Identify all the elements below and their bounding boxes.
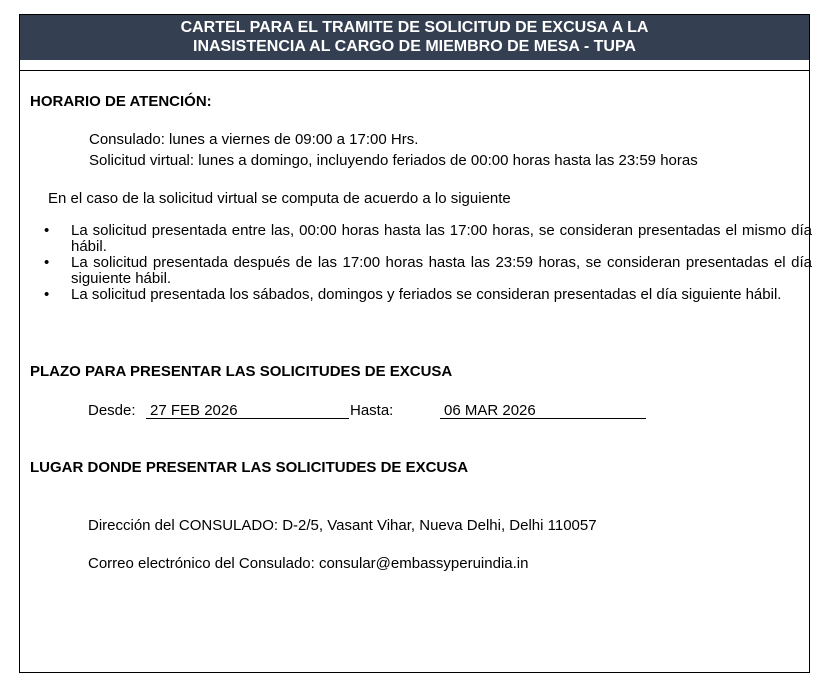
correo-consulado: Correo electrónico del Consulado: consular@embassyperuindia.in	[88, 555, 529, 572]
desde-field: 27 FEB 2026	[146, 402, 349, 419]
bullet-icon: •	[44, 222, 50, 239]
desde-label: Desde:	[88, 402, 136, 419]
poster-header	[20, 15, 809, 60]
plazo-heading: PLAZO PARA PRESENTAR LAS SOLICITUDES DE EXCUSA	[30, 363, 453, 380]
horario-consulado: Consulado: lunes a viernes de 09:00 a 17:00 Hrs.	[89, 131, 419, 148]
horario-bullet-list	[44, 223, 812, 303]
bullet-icon: •	[44, 254, 50, 271]
title-line-1: CARTEL PARA EL TRAMITE DE SOLICITUD DE EXCUSA A LA	[180, 19, 649, 36]
title-line-2: INASISTENCIA AL CARGO DE MIEMBRO DE MESA - TUPA	[193, 38, 636, 55]
poster-frame	[19, 14, 810, 673]
bullet-text: La solicitud presentada después de las 17:00 horas hasta las 23:59 horas, se consideran presentadas el día siguiente hábil.	[71, 254, 812, 287]
horario-heading: HORARIO DE ATENCIÓN:	[30, 93, 212, 110]
bullet-text: La solicitud presentada los sábados, domingos y feriados se consideran presentadas el día siguiente hábil.	[71, 286, 782, 303]
header-divider	[20, 70, 809, 71]
horario-intro: En el caso de la solicitud virtual se computa de acuerdo a lo siguiente	[48, 190, 511, 207]
bullet-icon: •	[44, 286, 50, 303]
hasta-field: 06 MAR 2026	[440, 402, 646, 419]
lugar-heading: LUGAR DONDE PRESENTAR LAS SOLICITUDES DE EXCUSA	[30, 459, 469, 476]
list-item	[44, 223, 812, 255]
horario-virtual: Solicitud virtual: lunes a domingo, incluyendo feriados de 00:00 horas hasta las 23:59 horas	[89, 152, 698, 169]
list-item	[44, 287, 812, 303]
direccion-consulado: Dirección del CONSULADO: D-2/5, Vasant Vihar, Nueva Delhi, Delhi 110057	[88, 517, 597, 534]
hasta-label: Hasta:	[350, 402, 394, 419]
bullet-text: La solicitud presentada entre las, 00:00 horas hasta las 17:00 horas, se consideran presentadas el mismo día hábil.	[71, 222, 812, 255]
list-item	[44, 255, 812, 287]
